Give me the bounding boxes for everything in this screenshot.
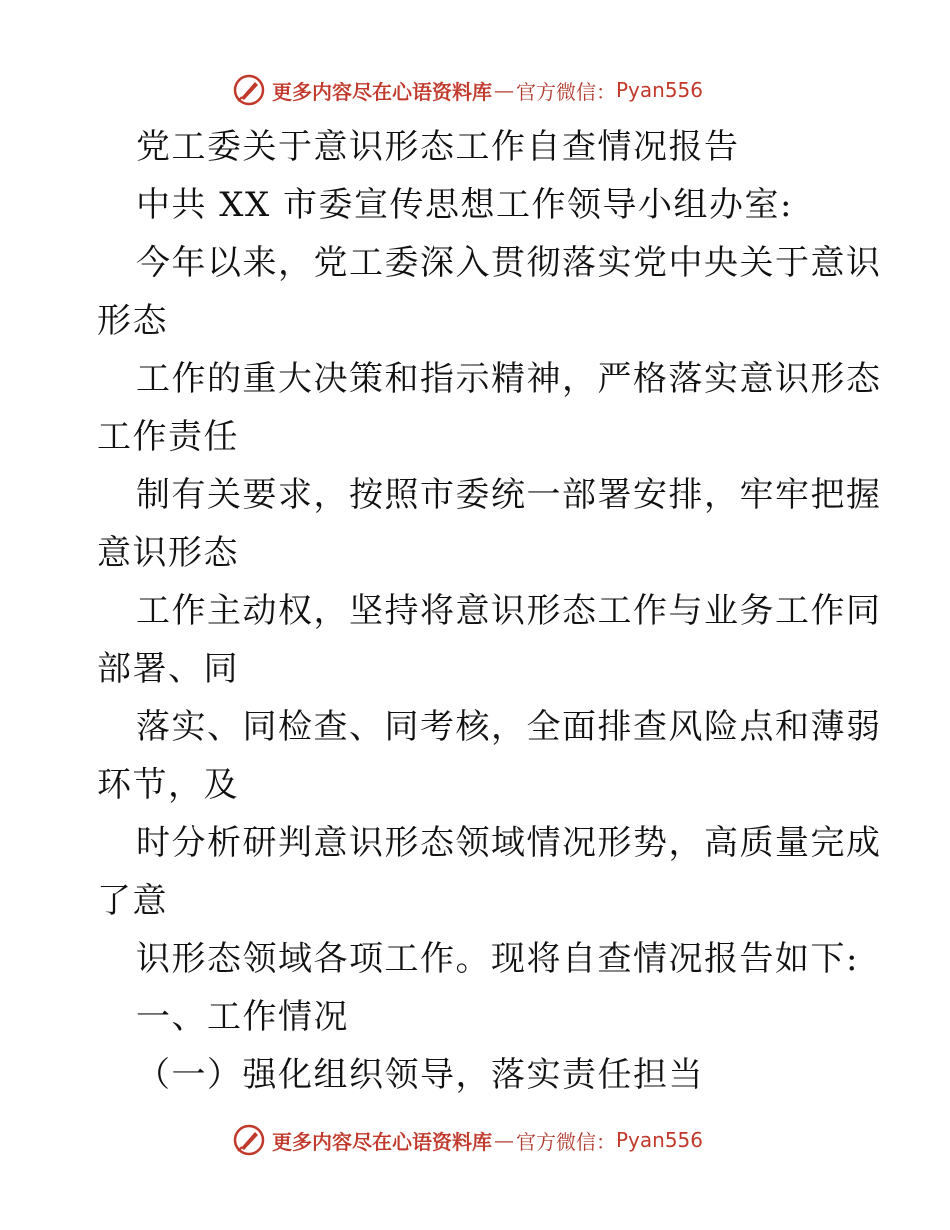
subsection-heading: （一）强化组织领导，落实责任担当: [136, 1055, 704, 1095]
section-heading: 一、工作情况: [136, 997, 349, 1037]
paragraph-line: 工作责任: [97, 417, 239, 457]
watermark-dash: —: [494, 1128, 514, 1152]
paragraph-line: 意识形态: [97, 533, 239, 573]
paragraph-line: 工作的重大决策和指示精神，严格落实意识形态: [136, 359, 882, 399]
header-watermark: [232, 70, 703, 110]
watermark-sub: 官方微信：: [516, 79, 616, 104]
watermark-id: Pyan556: [616, 78, 704, 102]
paragraph-line: 工作主动权，坚持将意识形态工作与业务工作同: [136, 591, 882, 631]
watermark-text: 更多内容尽在心语资料库: [272, 79, 492, 104]
paragraph-line: 形态: [97, 301, 168, 341]
paragraph-line: 识形态领域各项工作。现将自查情况报告如下:: [136, 939, 859, 979]
paragraph-line: 制有关要求，按照市委统一部署安排，牢牢把握: [136, 475, 882, 515]
watermark-dash: —: [494, 78, 514, 102]
paragraph-line: 时分析研判意识形态领域情况形势，高质量完成: [136, 823, 882, 863]
footer-watermark: [232, 1120, 703, 1160]
watermark-id: Pyan556: [616, 1128, 704, 1152]
paragraph-line: 部署、同: [97, 649, 239, 689]
paragraph-line: 今年以来，党工委深入贯彻落实党中央关于意识: [136, 243, 882, 283]
paragraph-line: 了意: [97, 881, 168, 921]
watermark-text: 更多内容尽在心语资料库: [272, 1129, 492, 1154]
watermark-sub: 官方微信：: [516, 1129, 616, 1154]
paragraph-line: 落实、同检查、同考核，全面排查风险点和薄弱: [136, 707, 882, 747]
document-addressee: 中共 XX 市委宣传思想工作领导小组办室:: [136, 185, 793, 225]
quill-logo-icon: [232, 73, 266, 107]
document-title: 党工委关于意识形态工作自查情况报告: [136, 127, 740, 167]
quill-logo-icon: [232, 1123, 266, 1157]
paragraph-line: 环节，及: [97, 765, 239, 805]
